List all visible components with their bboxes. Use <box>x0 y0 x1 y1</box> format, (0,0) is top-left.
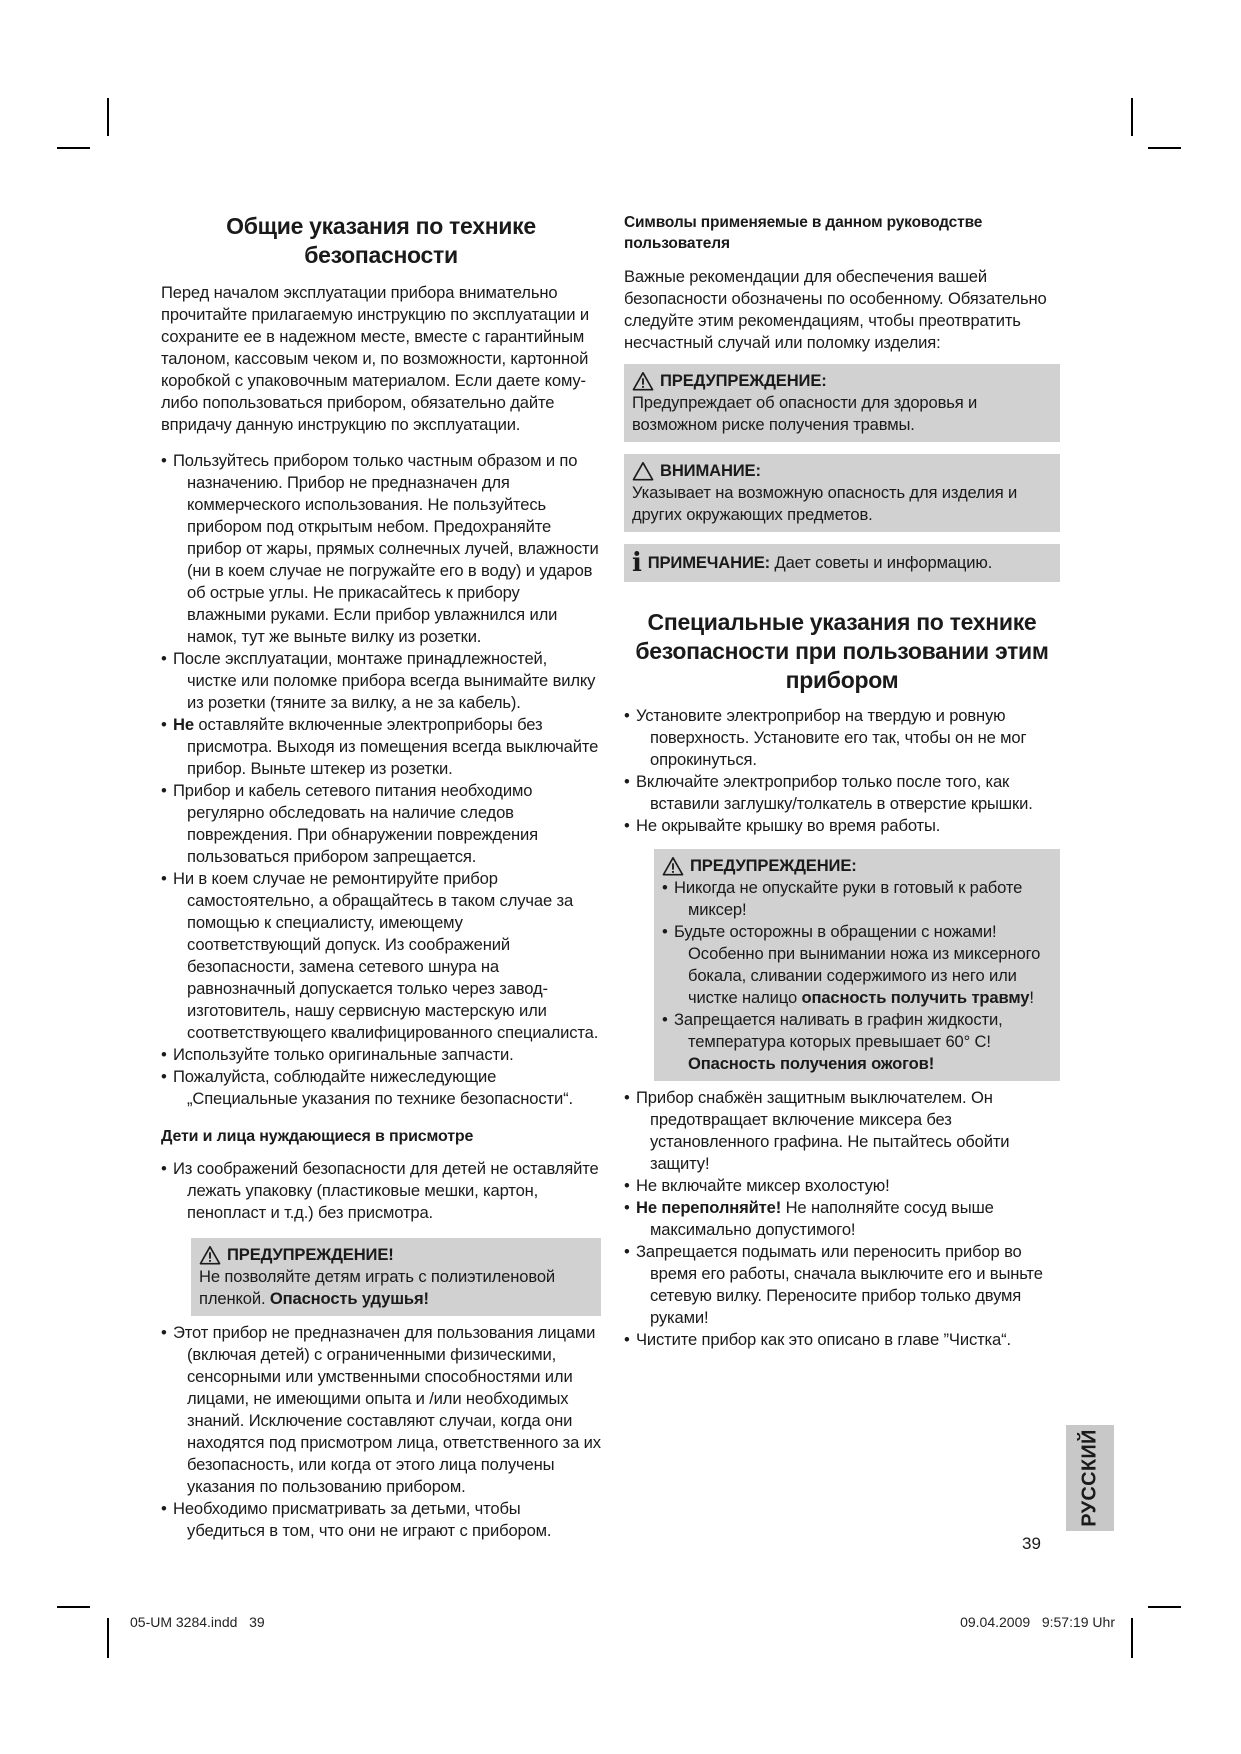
crop-mark <box>1148 1606 1181 1608</box>
attention-triangle-icon <box>632 461 654 481</box>
list-item: • Пожалуйста, соблюдайте нижеследующие „Специальные указания по технике безопасности“. <box>161 1066 601 1110</box>
list-item: • Этот прибор не предназначен для пользования лицами (включая детей) с ограниченными физическими, сенсорными или умственными способностями или лицами, не имеющими опыта и /или необходимых знаний. Исключение составляют случаи, когда они находятся под присмотром лица, ответственного за их безопасность, или когда от этого лица получены указания по пользованию прибором. <box>161 1322 601 1498</box>
warning-emphasis: Опасность удушья! <box>269 1289 429 1308</box>
list-item: • После эксплуатации, монтаже принадлежностей, чистке или поломке прибора всегда вынимайте вилку из розетки (тяните за вилку, а не за кабель). <box>161 648 601 714</box>
language-tab <box>1066 1425 1114 1531</box>
warning-legend-text: Предупреждает об опасности для здоровья и возможном риске получения травмы. <box>632 393 978 434</box>
general-safety-list <box>161 450 601 1110</box>
list-item: • Установите электроприбор на твердую и ровную поверхность. Установите его так, чтобы он не мог опрокинуться. <box>624 705 1060 771</box>
note-text: Дает советы и информацию. <box>770 553 993 572</box>
bold-text: Не переполняйте! <box>636 1198 782 1217</box>
note-legend-box <box>624 544 1060 582</box>
left-column <box>161 212 601 1542</box>
warning-body: Не позволяйте детям играть с полиэтиленовой пленкой. <box>199 1267 556 1308</box>
children-heading: Дети и лица нуждающиеся в присмотре <box>161 1128 474 1145</box>
list-item <box>624 1197 1060 1241</box>
info-icon: i <box>632 548 642 578</box>
footer-right: 09.04.2009 9:57:19 Uhr <box>960 1614 1115 1630</box>
language-label: РУССКИЙ <box>1078 1429 1101 1527</box>
list-item-text: Запрещается наливать в графин жидкости, температура которых превышает 60° C! <box>674 1010 1003 1051</box>
list-item: • Необходимо присматривать за детьми, чтобы убедиться в том, что они не играют с прибором. <box>161 1498 601 1542</box>
children-warning-box <box>191 1238 601 1316</box>
footer-left: 05-UM 3284.indd 39 <box>130 1614 265 1630</box>
attention-title: ВНИМАНИЕ: <box>660 461 761 480</box>
warning-header <box>662 855 1052 877</box>
warning-header <box>199 1244 593 1266</box>
list-item: • Не окрывайте крышку во время работы. <box>624 815 1060 837</box>
symbols-intro: Важные рекомендации для обеспечения вашей безопасности обозначены по особенному. Обязательно следуйте этим рекомендациям, чтобы преотвратить несчастный случай или поломку изделия: <box>624 267 1047 352</box>
right-column <box>624 212 1060 1351</box>
list-item-text: Не наполняйте сосуд выше максимально допустимого! <box>650 1198 994 1239</box>
special-safety-list <box>624 705 1060 837</box>
warning-title: ПРЕДУПРЕЖДЕНИЕ: <box>660 371 827 390</box>
list-item-text: Будьте осторожны в обращении с ножами! Особенно при вынимании ножа из миксерного бокала, сливании содержимого из него или чистке налицо <box>674 922 1041 1007</box>
note-title: ПРИМЕЧАНИЕ: <box>647 553 771 572</box>
warning-triangle-icon <box>632 371 654 391</box>
warning-header <box>632 370 1052 392</box>
list-item <box>161 714 601 780</box>
bold-text: Не <box>173 715 194 734</box>
list-item: • Включайте электроприбор только после того, как вставили заглушку/толкатель в отверстие крышки. <box>624 771 1060 815</box>
list-item: • Используйте только оригинальные запчасти. <box>161 1044 601 1066</box>
warning-legend-box <box>624 364 1060 442</box>
list-item: • Никогда не опускайте руки в готовый к работе миксер! <box>662 877 1052 921</box>
list-item: • Ни в коем случае не ремонтируйте прибор самостоятельно, а обращайтесь в таком случае за помощью к специалисту, имеющему соответствующий допуск. Из соображений безопасности, замена сетевого шнура на равнозначный допускается только через завод-изготовитель, нашу сервисную мастерскую или соответствующего квалифицированного специалиста. <box>161 868 601 1044</box>
crop-mark <box>1131 1618 1133 1658</box>
list-item-text: оставляйте включенные электроприборы без присмотра. Выходя из помещения всегда выключайте прибор. Выньте штекер из розетки. <box>187 715 599 778</box>
warning-triangle-icon <box>199 1245 221 1265</box>
list-item <box>662 921 1052 1009</box>
intro-paragraph: Перед началом эксплуатации прибора внимательно прочитайте прилагаемую инструкцию по эксплуатации и сохраните ее в надежном месте, вместе с гарантийным талоном, кассовым чеком и, по возможности, картонной коробкой с упаковочным материалом. Если даете кому-либо попользоваться прибором, обязательно дайте впридачу данную инструкцию по эксплуатации. <box>161 283 589 434</box>
general-safety-title: Общие указания по технике безопасности <box>226 213 536 268</box>
attention-header <box>632 460 1052 482</box>
list-item: • Прибор снабжён защитным выключателем. Он предотвращает включение миксера без установленного графина. Не пытайтесь обойти защиту! <box>624 1087 1060 1175</box>
attention-legend-text: Указывает на возможную опасность для изделия и других окружающих предметов. <box>632 483 1018 524</box>
symbols-heading: Символы применяемые в данном руководстве пользователя <box>624 214 983 252</box>
warning-title: ПРЕДУПРЕЖДЕНИЕ: <box>690 856 857 875</box>
crop-mark <box>57 147 90 149</box>
list-item: • Запрещается подымать или переносить прибор во время его работы, сначала выключите его и выньте сетевую вилку. Переносите прибор только двумя руками! <box>624 1241 1060 1329</box>
list-item: • Чистите прибор как это описано в главе ”Чистка“. <box>624 1329 1060 1351</box>
crop-mark <box>57 1606 90 1608</box>
warning-title: ПРЕДУПРЕЖДЕНИЕ! <box>227 1245 394 1264</box>
list-item: • Не включайте миксер вхолостую! <box>624 1175 1060 1197</box>
warning-text <box>199 1266 593 1310</box>
bold-text: опасность получить травму <box>801 988 1030 1007</box>
special-safety-title: Специальные указания по технике безопасности при пользовании этим прибором <box>635 609 1049 693</box>
warning-triangle-icon <box>662 856 684 876</box>
note-legend <box>632 548 1052 578</box>
bold-text: Опасность получения ожогов! <box>688 1054 935 1073</box>
crop-mark <box>1131 98 1133 136</box>
special-warning-list <box>662 877 1052 1075</box>
list-item-text: ! <box>1029 988 1034 1007</box>
children-list-2 <box>161 1322 601 1542</box>
crop-mark <box>107 98 109 136</box>
crop-mark <box>107 1618 109 1658</box>
attention-legend-box <box>624 454 1060 532</box>
special-safety-list-2 <box>624 1087 1060 1351</box>
page-number: 39 <box>1022 1534 1041 1553</box>
special-warning-box <box>654 849 1060 1081</box>
list-item: • Из соображений безопасности для детей не оставляйте лежать упаковку (пластиковые мешки, картон, пенопласт и т.д.) без присмотра. <box>161 1158 601 1224</box>
list-item: • Прибор и кабель сетевого питания необходимо регулярно обследовать на наличие следов повреждения. При обнаружении повреждения пользоваться прибором запрещается. <box>161 780 601 868</box>
list-item: • Пользуйтесь прибором только частным образом и по назначению. Прибор не предназначен для коммерческого использования. Не пользуйтесь прибором под открытым небом. Предохраняйте прибор от жары, прямых солнечных лучей, влажности (ни в коем случае не погружайте его в воду) и ударов об острые углы. Не прикасайтесь к прибору влажными руками. Если прибор увлажнился или намок, тут же выньте вилку из розетки. <box>161 450 601 648</box>
crop-mark <box>1148 147 1181 149</box>
children-list <box>161 1158 601 1224</box>
list-item <box>662 1009 1052 1075</box>
